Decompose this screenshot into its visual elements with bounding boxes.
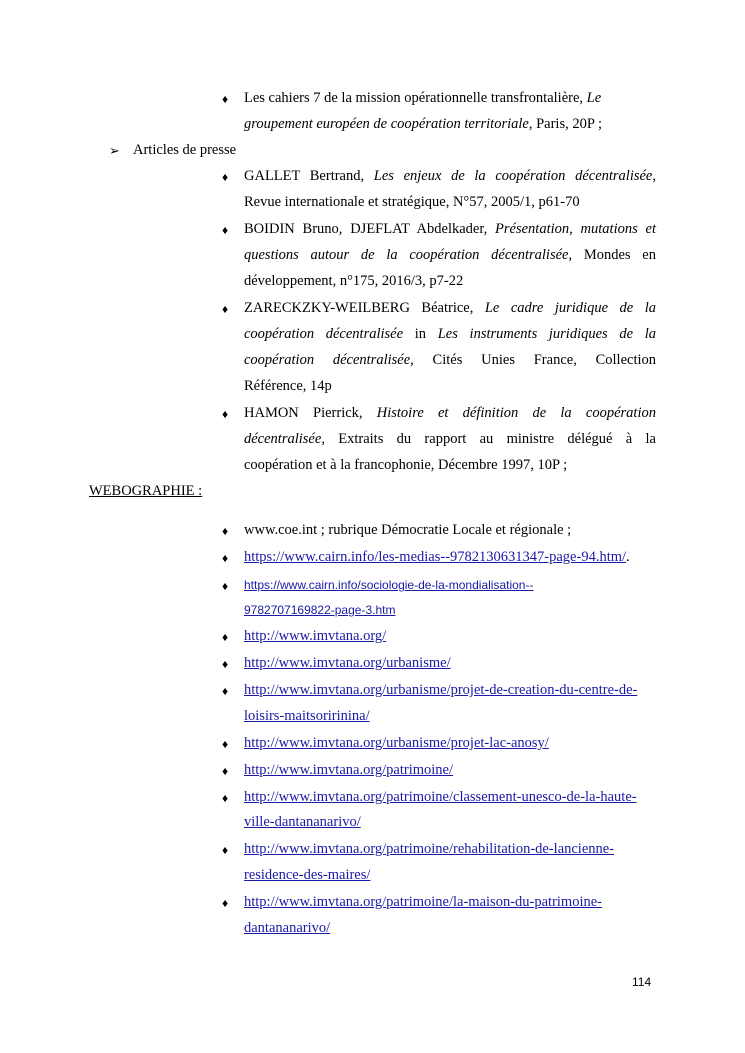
web-imvtana	[244, 628, 386, 645]
bullet-icon: ♦	[222, 407, 229, 421]
bullet-icon: ♦	[222, 630, 229, 644]
reference-hamon-line2	[244, 431, 656, 448]
bullet-icon: ♦	[222, 737, 229, 751]
reference-cahiers-line1	[244, 90, 601, 107]
bullet-icon: ♦	[222, 657, 229, 671]
ref-title: Histoire et définition de la coopération	[376, 405, 656, 421]
link-imvtana-residence[interactable]: http://www.imvtana.org/patrimoine/rehabilitation-de-lancienne-	[244, 841, 615, 857]
ref-text: ,	[652, 168, 656, 184]
reference-gallet-line1	[244, 168, 656, 185]
web-imvtana-lac-anosy	[244, 735, 549, 752]
link-imvtana-loisirs-cont[interactable]: loisirs-maitsoririnina/	[244, 708, 370, 724]
ref-author: HAMON Pierrick,	[244, 405, 377, 421]
link-imvtana-loisirs[interactable]: http://www.imvtana.org/urbanisme/projet-de-creation-du-centre-de-	[244, 682, 638, 698]
link-imvtana-residence-cont[interactable]: residence-des-maires/	[244, 867, 371, 883]
ref-title: Le cadre juridique de la	[484, 300, 656, 316]
bullet-icon: ♦	[222, 551, 229, 565]
ref-author: BOIDIN Bruno, DJEFLAT Abdelkader,	[244, 221, 496, 237]
ref-text: , Mondes en	[568, 247, 656, 263]
reference-gallet-line2: Revue internationale et stratégique, N°57, 2005/1, p61-70	[244, 194, 580, 210]
web-imvtana-maison-line1	[244, 894, 602, 911]
link-imvtana-unesco[interactable]: http://www.imvtana.org/patrimoine/classement-unesco-de-la-haute-	[244, 789, 637, 805]
reference-cahiers-line2	[244, 116, 602, 133]
section-articles-de-presse: Articles de presse	[133, 142, 237, 158]
reference-boidin-line3: développement, n°175, 2016/3, p7-22	[244, 273, 464, 289]
reference-boidin-line1	[244, 221, 656, 238]
ref-title: coopération décentralisée	[244, 326, 404, 342]
ref-title: Présentation, mutations et	[495, 221, 657, 237]
reference-zareckzky-line4: Référence, 14p	[244, 378, 332, 394]
ref-text: , Cités Unies France, Collection	[410, 352, 656, 368]
ref-title: questions autour de la coopération décentralisée	[244, 247, 569, 263]
bullet-icon: ♦	[222, 684, 229, 698]
arrow-bullet-icon: ➢	[109, 143, 120, 158]
web-imvtana-patrimoine	[244, 762, 453, 779]
ref-author: GALLET Bertrand,	[244, 168, 374, 184]
ref-title: groupement européen de coopération territoriale	[244, 116, 529, 132]
reference-zareckzky-line1	[244, 300, 656, 317]
ref-text: , Extraits du rapport au ministre délégué à la	[321, 431, 656, 447]
web-imvtana-residence-line2	[244, 867, 370, 884]
reference-hamon-line1	[244, 405, 656, 422]
web-cairn-socio-line1	[244, 578, 533, 592]
page-number: 114	[632, 975, 652, 989]
ref-title: Les instruments juridiques de la	[437, 326, 657, 342]
link-imvtana-maison-cont[interactable]: dantananarivo/	[244, 920, 331, 936]
bullet-icon: ♦	[222, 170, 229, 184]
web-imvtana-loisirs-line2	[244, 708, 370, 725]
web-coe: www.coe.int ; rubrique Démocratie Locale et régionale ;	[244, 522, 572, 538]
ref-text: , Paris, 20P ;	[528, 116, 603, 132]
link-imvtana-maison[interactable]: http://www.imvtana.org/patrimoine/la-maison-du-patrimoine-	[244, 894, 602, 910]
link-imvtana-lac-anosy[interactable]: http://www.imvtana.org/urbanisme/projet-lac-anosy/	[244, 735, 549, 751]
link-imvtana[interactable]: http://www.imvtana.org/	[244, 628, 387, 644]
reference-zareckzky-line2	[244, 326, 656, 343]
web-imvtana-unesco-line1	[244, 789, 637, 806]
bullet-icon: ♦	[222, 223, 229, 237]
web-imvtana-urbanisme	[244, 655, 451, 672]
link-cairn-sociologie[interactable]: https://www.cairn.info/sociologie-de-la-mondialisation--	[244, 578, 534, 592]
reference-boidin-line2	[244, 247, 656, 264]
ref-title: Le	[586, 90, 602, 106]
reference-zareckzky-line3	[244, 352, 656, 369]
web-imvtana-maison-line2	[244, 920, 330, 937]
ref-text: Les cahiers 7 de la mission opérationnelle transfrontalière,	[244, 90, 587, 106]
reference-hamon-line3: coopération et à la francophonie, Décembre 1997, 10P ;	[244, 457, 568, 473]
ref-text: in	[414, 326, 438, 342]
bullet-icon: ♦	[222, 896, 229, 910]
bullet-icon: ♦	[222, 92, 229, 106]
link-imvtana-urbanisme[interactable]: http://www.imvtana.org/urbanisme/	[244, 655, 451, 671]
link-imvtana-patrimoine[interactable]: http://www.imvtana.org/patrimoine/	[244, 762, 454, 778]
web-imvtana-loisirs-line1	[244, 682, 637, 699]
ref-title: décentralisée	[244, 431, 322, 447]
link-cairn-medias[interactable]: https://www.cairn.info/les-medias--9782130631347-page-94.htm/	[244, 549, 627, 565]
bullet-icon: ♦	[222, 791, 229, 805]
bullet-icon: ♦	[222, 843, 229, 857]
web-imvtana-residence-line1	[244, 841, 614, 858]
link-cairn-sociologie-cont[interactable]: 9782707169822-page-3.htm	[244, 603, 396, 617]
web-cairn-socio-line2	[244, 603, 395, 617]
web-cairn-medias	[244, 549, 630, 566]
bullet-icon: ♦	[222, 302, 229, 316]
web-imvtana-unesco-line2	[244, 814, 361, 831]
ref-author: ZARECKZKY-WEILBERG Béatrice,	[244, 300, 485, 316]
section-webographie: WEBOGRAPHIE :	[89, 483, 203, 499]
ref-title: Les enjeux de la coopération décentralisée	[373, 168, 653, 184]
bullet-icon: ♦	[222, 524, 229, 538]
link-imvtana-unesco-cont[interactable]: ville-dantananarivo/	[244, 814, 361, 830]
bullet-icon: ♦	[222, 579, 229, 593]
ref-title: coopération décentralisée	[244, 352, 411, 368]
bullet-icon: ♦	[222, 764, 229, 778]
punctuation: .	[626, 549, 630, 565]
